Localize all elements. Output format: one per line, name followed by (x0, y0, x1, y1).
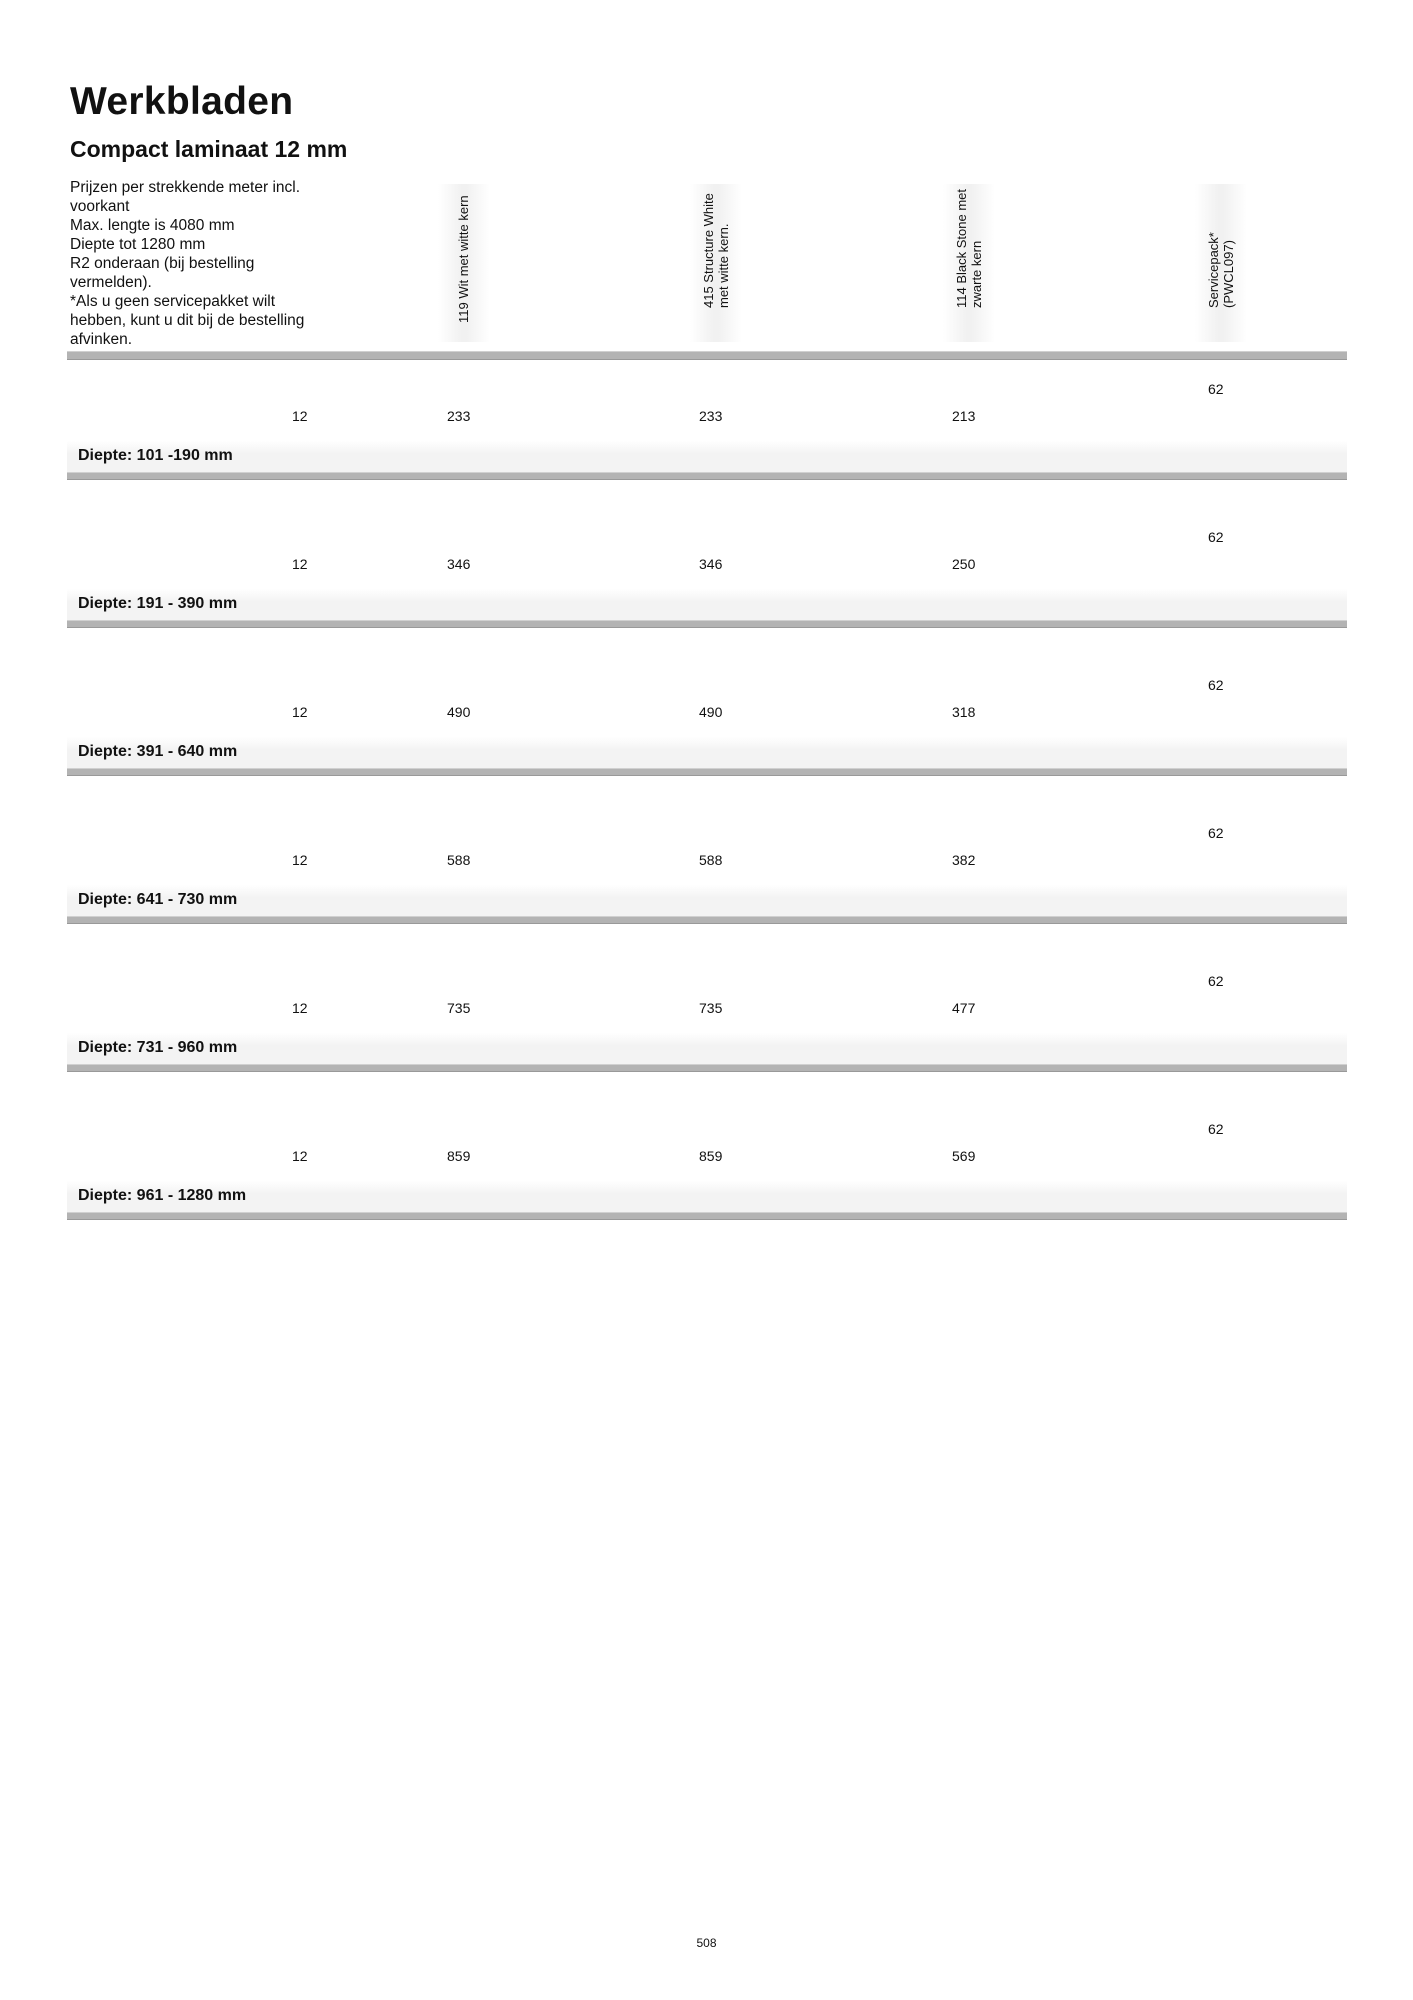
note-line: vermelden). (70, 274, 152, 291)
price-cell-119: 490 (447, 704, 471, 720)
price-cell-415: 735 (699, 1000, 723, 1016)
servicepack-cell: 62 (1208, 973, 1224, 989)
note-line: Prijzen per strekkende meter incl. (70, 179, 301, 196)
table-row (67, 804, 1347, 952)
price-cell-415: 490 (699, 704, 723, 720)
column-header-line: (PWCL097) (1221, 240, 1236, 308)
note-line: hebben, kunt u dit bij de bestelling (70, 312, 305, 329)
column-header-line: met witte kern. (716, 223, 731, 308)
table-row (67, 952, 1347, 1100)
column-header-415-structure-white (690, 184, 742, 342)
row-divider (67, 620, 1347, 628)
thickness-cell: 12 (292, 1148, 308, 1164)
depth-label: Diepte: 961 - 1280 mm (78, 1187, 247, 1204)
price-cell-114: 569 (952, 1148, 976, 1164)
note-line: Max. lengte is 4080 mm (70, 217, 235, 234)
price-cell-119: 233 (447, 408, 471, 424)
servicepack-cell: 62 (1208, 1121, 1224, 1137)
row-divider (67, 1212, 1347, 1220)
table-row (67, 1100, 1347, 1248)
note-line: *Als u geen servicepakket wilt (70, 293, 276, 310)
depth-label: Diepte: 191 - 390 mm (78, 595, 238, 612)
column-header-line: 114 Black Stone met (954, 189, 969, 308)
column-header-line: 119 Wit met witte kern (456, 195, 471, 323)
note-line: voorkant (70, 198, 130, 215)
column-header-114-black-stone (943, 184, 995, 342)
price-cell-119: 588 (447, 852, 471, 868)
price-cell-114: 477 (952, 1000, 976, 1016)
price-cell-119: 859 (447, 1148, 471, 1164)
thickness-cell: 12 (292, 852, 308, 868)
servicepack-cell: 62 (1208, 825, 1224, 841)
page-number: 508 (696, 1936, 717, 1950)
row-divider (67, 768, 1347, 776)
depth-band (67, 885, 1347, 916)
table-header-divider (67, 351, 1347, 360)
price-cell-119: 346 (447, 556, 471, 572)
column-header-servicepack (1195, 184, 1247, 342)
column-header-line: zwarte kern (969, 240, 984, 308)
depth-band (67, 737, 1347, 768)
price-cell-415: 233 (699, 408, 723, 424)
price-notes (70, 178, 350, 349)
price-cell-415: 859 (699, 1148, 723, 1164)
servicepack-cell: 62 (1208, 381, 1224, 397)
column-header-119-wit (438, 184, 490, 342)
column-header-line: Servicepack* (1206, 232, 1221, 308)
price-cell-114: 250 (952, 556, 976, 572)
thickness-cell: 12 (292, 556, 308, 572)
servicepack-cell: 62 (1208, 677, 1224, 693)
page-subtitle: Compact laminaat 12 mm (70, 136, 348, 162)
price-cell-114: 382 (952, 852, 976, 868)
depth-label: Diepte: 101 -190 mm (78, 447, 233, 464)
depth-label: Diepte: 391 - 640 mm (78, 743, 238, 760)
table-row (67, 508, 1347, 656)
page-title: Werkbladen (70, 80, 294, 123)
depth-label: Diepte: 731 - 960 mm (78, 1039, 238, 1056)
depth-band (67, 589, 1347, 620)
row-divider (67, 916, 1347, 924)
depth-band (67, 1033, 1347, 1064)
price-cell-114: 318 (952, 704, 976, 720)
price-cell-119: 735 (447, 1000, 471, 1016)
column-header-line: 415 Structure White (701, 193, 716, 308)
note-line: R2 onderaan (bij bestelling (70, 255, 255, 272)
price-cell-415: 346 (699, 556, 723, 572)
table-row (67, 360, 1347, 508)
price-cell-415: 588 (699, 852, 723, 868)
depth-band (67, 441, 1347, 472)
thickness-cell: 12 (292, 704, 308, 720)
row-divider (67, 1064, 1347, 1072)
note-line: afvinken. (70, 331, 133, 348)
price-cell-114: 213 (952, 408, 976, 424)
thickness-cell: 12 (292, 408, 308, 424)
note-line: Diepte tot 1280 mm (70, 236, 206, 253)
depth-label: Diepte: 641 - 730 mm (78, 891, 238, 908)
depth-band (67, 1181, 1347, 1212)
table-row (67, 656, 1347, 804)
thickness-cell: 12 (292, 1000, 308, 1016)
servicepack-cell: 62 (1208, 529, 1224, 545)
row-divider (67, 472, 1347, 480)
